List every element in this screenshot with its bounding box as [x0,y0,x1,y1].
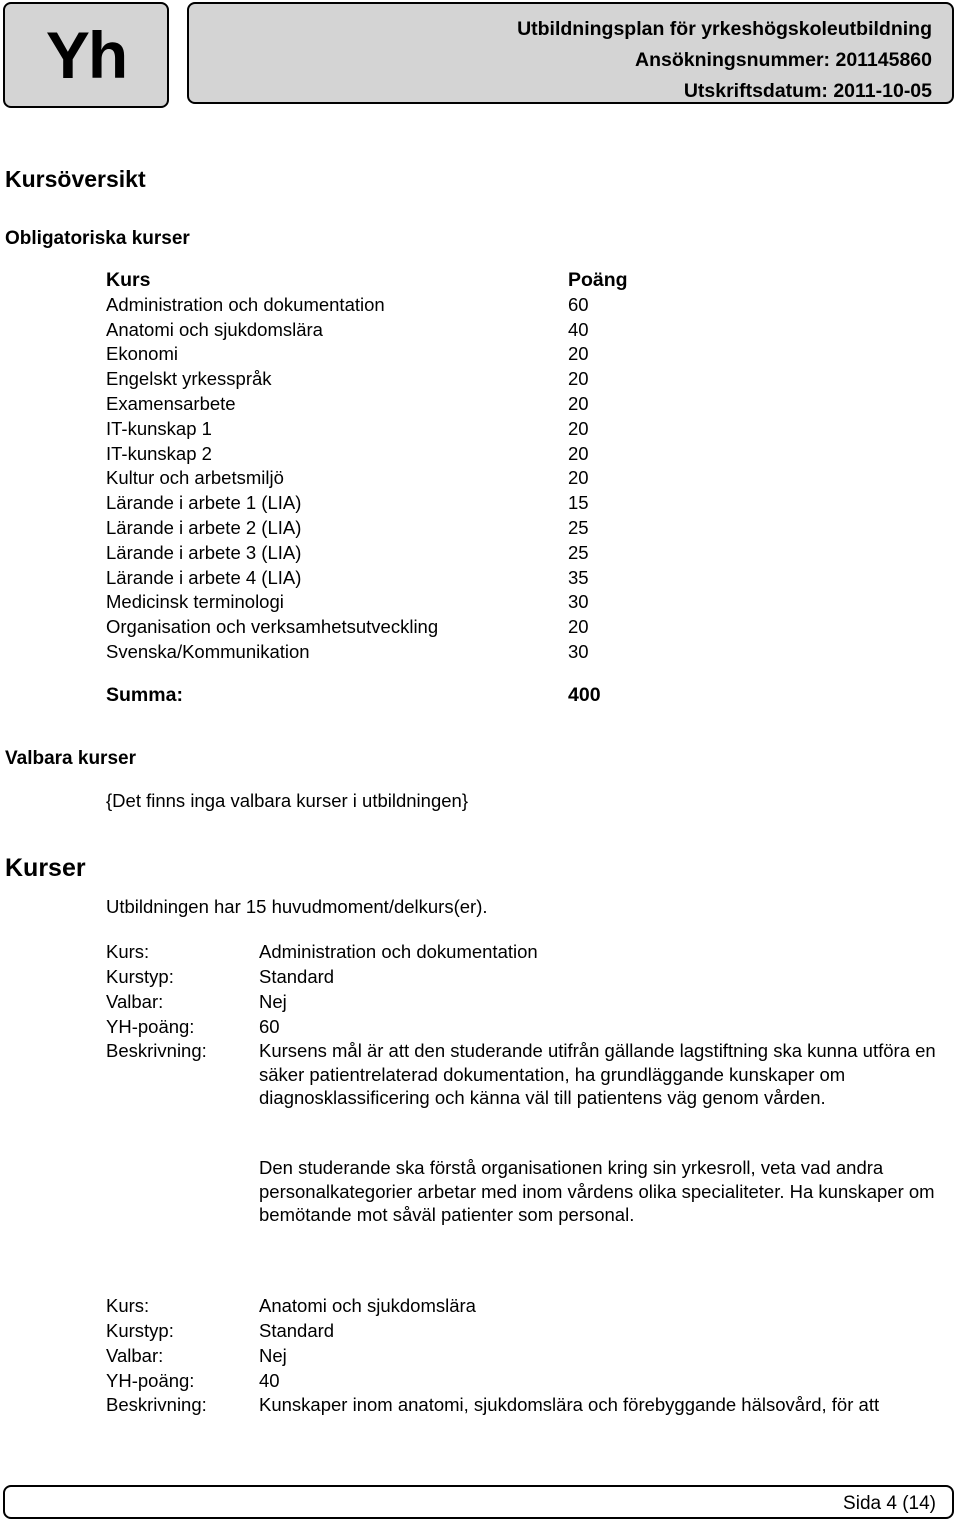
course-points: 20 [568,368,589,390]
optional-value: Nej [259,991,287,1012]
courses-section-title: Kurser [5,854,86,882]
course-points: 25 [568,541,589,563]
table-row [106,640,646,665]
course-name: Svenska/Kommunikation [106,640,310,662]
table-row [106,615,646,640]
table-row [106,541,646,566]
courses-intro: Utbildningen har 15 huvudmoment/delkurs(er). [106,896,488,917]
sum-label: Summa: [106,684,183,706]
course-table [106,268,646,665]
description-label: Beskrivning: [106,1394,207,1415]
course-value: Administration och dokumentation [259,941,538,962]
document-header [187,2,954,104]
course-points: 20 [568,442,589,464]
course-name: Ekonomi [106,343,178,365]
description-label: Beskrivning: [106,1040,207,1061]
print-date: Utskriftsdatum: 2011-10-05 [683,80,932,102]
overview-title: Kursöversikt [5,166,146,192]
table-row [106,293,646,318]
application-number: Ansökningsnummer: 201145860 [635,49,932,71]
column-header-points: Poäng [568,269,628,291]
type-label: Kurstyp: [106,966,174,987]
course-points: 20 [568,392,589,414]
column-header-course: Kurs [106,269,151,291]
table-row [106,466,646,491]
page-footer [3,1485,954,1519]
page-number: Sida 4 (14) [843,1493,936,1514]
course-name: Kultur och arbetsmiljö [106,467,284,489]
mandatory-heading: Obligatoriska kurser [5,228,190,249]
yh-logo [3,2,169,108]
course-points: 35 [568,566,589,588]
course-points: 30 [568,640,589,662]
course-description-p2: Den studerande ska förstå organisationen kring sin yrkesroll, veta vad andra personalkategorier arbetar med inom vårdens olika specialiteter. Ha kunskaper om bemötande mot såväl patienter som personal. [259,1157,935,1225]
course-points: 60 [568,293,589,315]
optional-label: Valbar: [106,991,164,1012]
course-description-p1: Kunskaper inom anatomi, sjukdomslära och förebyggande hälsovård, för att [259,1394,880,1415]
course-name: Medicinsk terminologi [106,591,284,613]
course-table-header [106,268,646,293]
points-value: 60 [259,1016,280,1037]
table-row [106,566,646,591]
course-value: Anatomi och sjukdomslära [259,1295,476,1316]
type-label: Kurstyp: [106,1320,174,1341]
type-value: Standard [259,1320,335,1341]
course-name: Lärande i arbete 1 (LIA) [106,492,302,514]
course-points: 20 [568,616,589,638]
type-value: Standard [259,966,335,987]
course-name: Lärande i arbete 4 (LIA) [106,566,302,588]
optional-value: Nej [259,1345,287,1366]
course-name: IT-kunskap 2 [106,442,212,464]
course-description-p1: Kursens mål är att den studerande utifrån gällande lagstiftning ska kunna utföra en säker patientrelaterad dokumentation, ha grundläggande kunskaper om diagnosklassificering och känna väl till patientens väg genom vården. [259,1040,936,1108]
course-name: Anatomi och sjukdomslära [106,318,323,340]
table-row [106,342,646,367]
course-name: Administration och dokumentation [106,293,385,315]
header-title: Utbildningsplan för yrkeshögskoleutbildning [517,18,932,40]
course-points: 15 [568,492,589,514]
points-label: YH-poäng: [106,1370,195,1391]
logo-text: Yh [45,18,127,92]
course-label: Kurs: [106,941,150,962]
table-row [106,491,646,516]
course-points: 20 [568,467,589,489]
points-value: 40 [259,1370,280,1391]
optional-label: Valbar: [106,1345,164,1366]
table-row [106,590,646,615]
table-row [106,392,646,417]
optional-heading: Valbara kurser [5,748,136,769]
course-points: 20 [568,417,589,439]
course-name: Examensarbete [106,392,236,414]
course-points: 40 [568,318,589,340]
table-row [106,318,646,343]
course-points: 25 [568,516,589,538]
course-label: Kurs: [106,1295,150,1316]
table-row [106,417,646,442]
course-name: Lärande i arbete 3 (LIA) [106,541,302,563]
course-name: IT-kunskap 1 [106,417,212,439]
course-name: Organisation och verksamhetsutveckling [106,616,439,638]
course-points: 30 [568,591,589,613]
course-points: 20 [568,343,589,365]
table-row [106,516,646,541]
points-label: YH-poäng: [106,1016,195,1037]
table-row [106,442,646,467]
sum-value: 400 [568,684,601,706]
optional-note: {Det finns inga valbara kurser i utbildningen} [106,790,469,811]
table-row [106,367,646,392]
course-name: Lärande i arbete 2 (LIA) [106,516,302,538]
course-name: Engelskt yrkesspråk [106,368,272,390]
